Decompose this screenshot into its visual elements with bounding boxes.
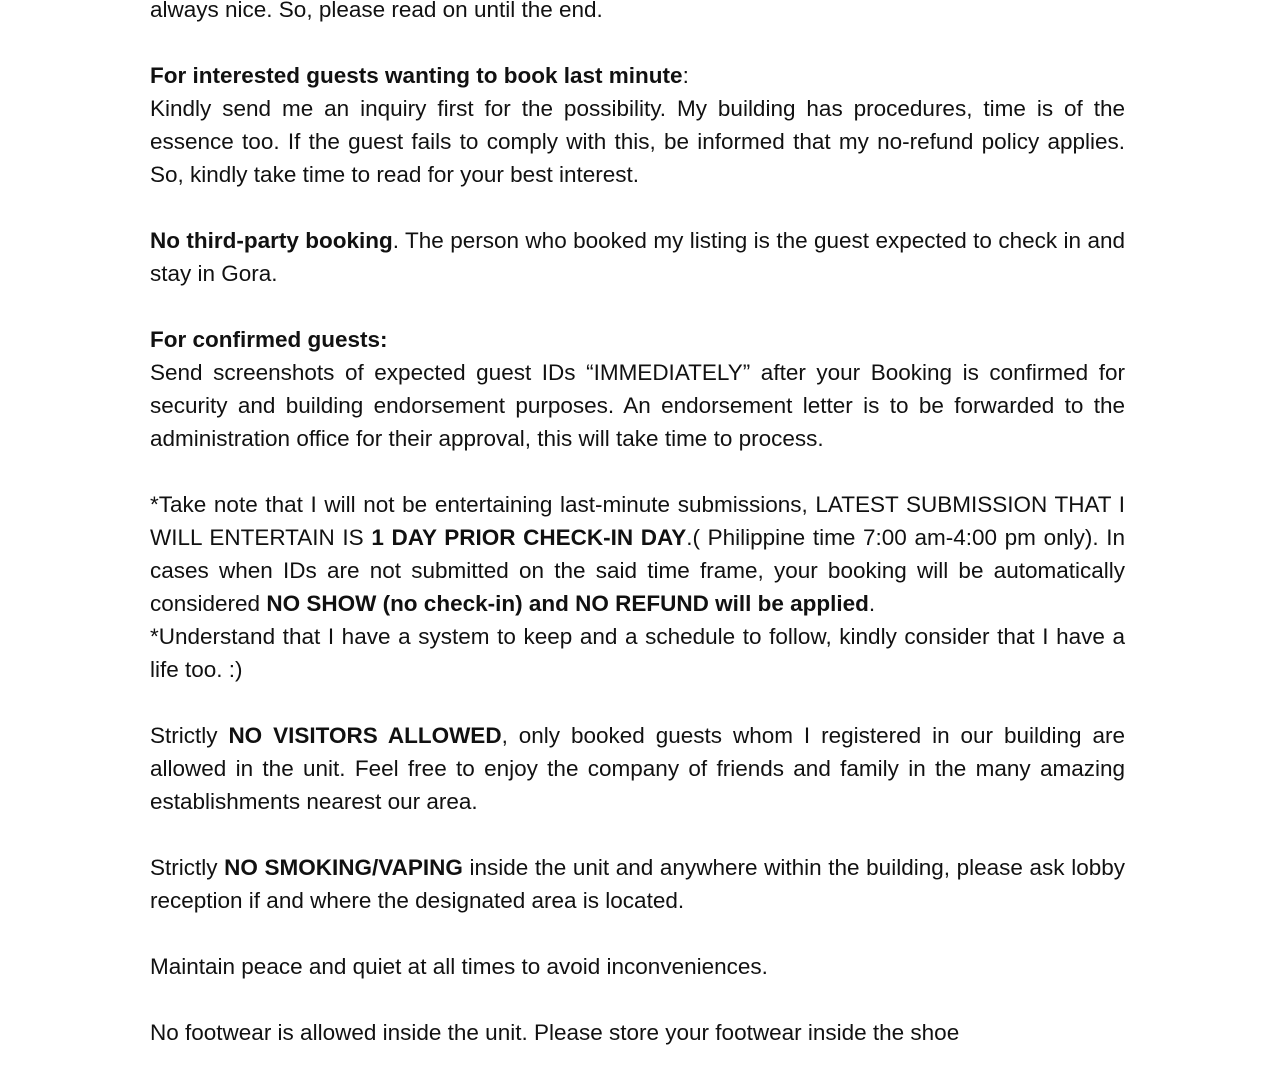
note-part1: *Take note that I will not be entertaining last-minute submissions, LATEST SUBMISSION THAT I WILL ENTERTAIN IS (150, 492, 1125, 550)
visitors-rest: , only booked guests whom I registered in our building are allowed in the unit. Feel free to enjoy the company of friends and family in the many amazing establishments nearest our area. (150, 723, 1125, 814)
intro-text: always nice. So, please read on until the end. (150, 0, 603, 22)
smoking-paragraph (150, 851, 1125, 917)
note-part2: .( Philippine time 7:00 am-4:00 pm only). In cases when IDs are not submitted on the said time frame, your booking will be automatically considered (150, 525, 1126, 616)
confirmed-guests-body: Send screenshots of expected guest IDs “IMMEDIATELY” after your Booking is confirmed for security and building endorsement purposes. An endorsement letter is to be forwarded to the administration office for their approval, this will take time to process. (150, 360, 1125, 451)
smoking-rest: inside the unit and anywhere within the building, please ask lobby reception if and where the designated area is located. (150, 855, 1125, 913)
confirmed-guests-heading: For confirmed guests: (150, 327, 388, 352)
third-party-rest: . The person who booked my listing is the guest expected to check in and stay in Gora. (150, 228, 1125, 286)
visitors-prefix: Strictly (150, 723, 229, 748)
quiet-text: Maintain peace and quiet at all times to avoid inconveniences. (150, 954, 768, 979)
visitors-bold: NO VISITORS ALLOWED (228, 723, 502, 748)
last-minute-heading: For interested guests wanting to book last minute (150, 63, 683, 88)
note-bold2: NO SHOW (no check-in) and NO REFUND will be applied (266, 591, 869, 616)
understand-text: *Understand that I have a system to keep and a schedule to follow, kindly consider that I have a life too. :) (150, 624, 1125, 682)
footwear-text: No footwear is allowed inside the unit. Please store your footwear inside the shoe (150, 1020, 960, 1045)
quiet-paragraph (150, 950, 1125, 983)
understand-paragraph (150, 620, 1125, 686)
last-minute-section (150, 59, 1125, 191)
third-party-bold: No third-party booking (150, 228, 393, 253)
footwear-paragraph (150, 1016, 1125, 1049)
note-part3: . (868, 591, 876, 616)
last-minute-body: Kindly send me an inquiry first for the possibility. My building has procedures, time is of the essence too. If the guest fails to comply with this, be informed that my no-refund policy applies. So, kindly take time to read for your best interest. (150, 96, 1125, 187)
note-paragraph (150, 488, 1125, 620)
third-party-paragraph (150, 224, 1125, 290)
visitors-paragraph (150, 719, 1125, 818)
document-page (150, 0, 1125, 1082)
note-bold1: 1 DAY PRIOR CHECK-IN DAY (371, 525, 687, 550)
smoking-bold: NO SMOKING/VAPING (224, 855, 463, 880)
confirmed-guests-section (150, 323, 1125, 455)
intro-paragraph (150, 0, 1125, 26)
last-minute-colon: : (682, 63, 689, 88)
smoking-prefix: Strictly (150, 855, 225, 880)
